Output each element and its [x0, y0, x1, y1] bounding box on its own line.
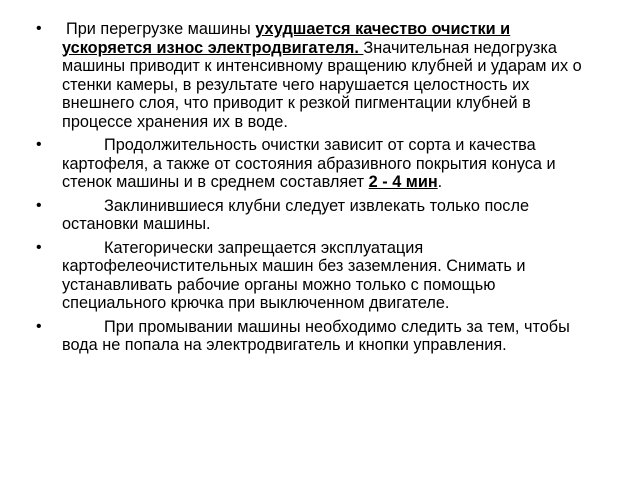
bullet-dot-icon: • [36, 20, 42, 37]
bullet-dot-icon: • [36, 317, 42, 335]
bullet-dot-icon: • [36, 238, 42, 256]
bullet-dot-icon: • [36, 136, 42, 153]
bullet-item-jammed [36, 197, 604, 234]
bullet-list [36, 20, 604, 355]
overload-text-end: Значительная недогрузка машины приводит к интенсивному вращению клубней и ударам их о стенки камеры, в результате чего нарушается целостность их внешнего слоя, что приводит к резкой пигментации клубней в процессе хранения их в воде. [62, 38, 582, 131]
bullet-item-grounding [36, 239, 604, 313]
overload-emphasis: ухудшается качество очистки и ускоряется износ электродвигателя. [62, 20, 511, 57]
overload-text-start: При перегрузке машины [66, 20, 256, 38]
bullet-dot-icon: • [36, 196, 42, 214]
duration-emphasis: 2 - 4 мин [368, 173, 438, 191]
bullet-item-washing [36, 318, 604, 355]
duration-text-start: Продолжительность очистки зависит от сорта и качества картофеля, а также от состояния абразивного покрытия конуса и стенок машины и в среднем составляет [62, 136, 556, 191]
duration-text-end: . [437, 173, 443, 191]
washing-text: При промывании машины необходимо следить за тем, чтобы вода не попала на электродвигатель и кнопки управления. [62, 317, 570, 354]
bullet-item-duration [36, 136, 604, 192]
grounding-text: Категорически запрещается эксплуатация картофелеочистительных машин без заземления. Снимать и устанавливать рабочие органы можно только с помощью специального крючка при выключенном двигателе. [62, 238, 526, 312]
jammed-text: Заклинившиеся клубни следует извлекать только после остановки машины. [62, 196, 530, 233]
bullet-item-overload [36, 20, 604, 131]
